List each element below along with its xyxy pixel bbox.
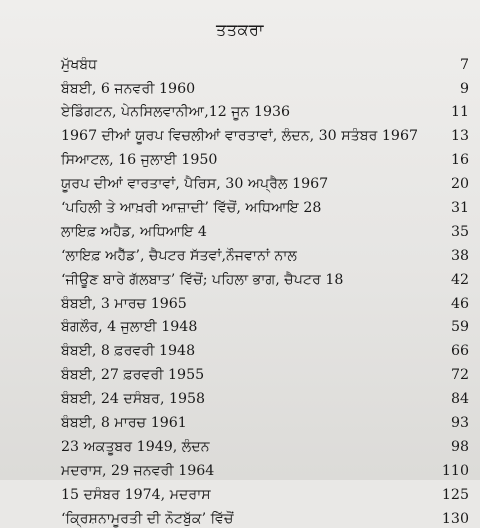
toc-entry xyxy=(61,504,469,528)
toc-entry xyxy=(61,217,469,241)
table-of-contents xyxy=(61,50,469,528)
toc-entry-title: 23 ਅਕਤੂਬਰ 1949, ਲੰਦਨ xyxy=(61,438,210,455)
toc-entry xyxy=(61,361,469,385)
toc-entry-page: 93 xyxy=(450,415,469,432)
toc-entry-page: 130 xyxy=(441,510,469,527)
toc-entry xyxy=(61,384,469,408)
toc-entry-page: 59 xyxy=(450,319,469,336)
toc-entry-page: 72 xyxy=(450,367,469,384)
toc-entry-title: ‘ਪਹਿਲੀ ਤੇ ਆਖ਼ਰੀ ਆਜ਼ਾਦੀ’ ਵਿੱਚੋਂ, ਅਧਿਆਇ 28 xyxy=(61,200,322,217)
toc-entry xyxy=(61,289,469,313)
toc-entry-title: ਬੰਬਈ, 8 ਫ਼ਰਵਰੀ 1948 xyxy=(61,343,196,360)
toc-entry-page: 42 xyxy=(450,271,469,288)
toc-entry-page: 38 xyxy=(450,247,469,264)
toc-entry xyxy=(61,193,469,217)
toc-entry-title: ਮੁੱਖਬੰਧ xyxy=(61,56,98,73)
toc-entry-title: 15 ਦਸੰਬਰ 1974, ਮਦਰਾਸ xyxy=(61,486,211,503)
toc-entry-page: 7 xyxy=(459,56,469,73)
toc-entry-page: 84 xyxy=(450,391,469,408)
toc-entry xyxy=(61,169,469,193)
toc-entry xyxy=(61,98,469,122)
toc-entry xyxy=(61,313,469,337)
toc-entry-page: 66 xyxy=(450,343,469,360)
toc-entry-title: ਬੰਬਈ, 24 ਦਸੰਬਰ, 1958 xyxy=(61,391,206,408)
toc-entry-title: ਲਾਇਫ਼ ਅਹੈਡ, ਅਧਿਆਇ 4 xyxy=(61,223,207,240)
toc-entry xyxy=(61,337,469,361)
toc-entry-page: 35 xyxy=(450,223,469,240)
toc-entry-page: 9 xyxy=(459,80,469,97)
toc-entry xyxy=(61,480,469,504)
page-title: ਤਤਕਰਾ xyxy=(216,20,264,39)
toc-entry xyxy=(61,122,469,146)
toc-entry-page: 20 xyxy=(450,176,469,193)
toc-entry-title: ‘ਕ੍ਰਿਸ਼ਨਾਮੂਰਤੀ ਦੀ ਨੋਟਬੁੱਕ’ ਵਿੱਚੋਂ xyxy=(61,510,234,527)
toc-entry xyxy=(61,456,469,480)
toc-entry-title: ਮਦਰਾਸ, 29 ਜਨਵਰੀ 1964 xyxy=(61,462,215,479)
toc-entry-title: ਬੰਬਈ, 8 ਮਾਰਚ 1961 xyxy=(61,415,187,432)
toc-entry xyxy=(61,74,469,98)
toc-entry xyxy=(61,265,469,289)
toc-entry-page: 16 xyxy=(450,152,469,169)
toc-entry-title: ਯੂਰਪ ਦੀਆਂ ਵਾਰਤਾਵਾਂ, ਪੈਰਿਸ, 30 ਅਪ੍ਰੈਲ 1967 xyxy=(61,176,329,193)
toc-entry-page: 31 xyxy=(450,200,469,217)
toc-entry-title: ‘ਲਾਇਫ਼ ਅਹੈੱਡ’, ਚੈਪਟਰ ਸੱਤਵਾਂ,ਨੌਜਵਾਨਾਂ ਨਾਲ xyxy=(61,247,297,264)
toc-entry-page: 98 xyxy=(450,438,469,455)
toc-entry-title: ਬੰਬਈ, 3 ਮਾਰਚ 1965 xyxy=(61,295,187,312)
toc-entry xyxy=(61,408,469,432)
toc-entry-title: ਬੰਬਈ, 6 ਜਨਵਰੀ 1960 xyxy=(61,80,196,97)
toc-entry-title: ਬੰਗਲੌਰ, 4 ਜੁਲਾਈ 1948 xyxy=(61,319,198,336)
toc-entry-page: 13 xyxy=(450,128,469,145)
toc-entry-page: 110 xyxy=(441,462,469,479)
toc-entry-title: ਬੰਬਈ, 27 ਫ਼ਰਵਰੀ 1955 xyxy=(61,367,205,384)
toc-entry xyxy=(61,432,469,456)
toc-entry-page: 11 xyxy=(450,104,469,121)
toc-entry-page: 46 xyxy=(450,295,469,312)
toc-entry-title: ਸਿਆਟਲ, 16 ਜੁਲਾਈ 1950 xyxy=(61,152,218,169)
toc-entry-title: ਏਡਿੰਗਟਨ, ਪੇਨਸਿਲਵਾਨੀਆ,12 ਜੂਨ 1936 xyxy=(61,104,291,121)
toc-entry-title: ‘ਜੀਊਣ ਬਾਰੇ ਗੱਲਬਾਤ’ ਵਿੱਚੋਂ; ਪਹਿਲਾ ਭਾਗ, ਚੈਪਟਰ 18 xyxy=(61,271,344,288)
toc-entry xyxy=(61,241,469,265)
toc-entry xyxy=(61,50,469,74)
toc-entry-title: 1967 ਦੀਆਂ ਯੂਰਪ ਵਿਚਲੀਆਂ ਵਾਰਤਾਵਾਂ, ਲੰਦਨ, 30 ਸਤੰਬਰ 1967 xyxy=(61,128,419,145)
toc-entry-page: 125 xyxy=(441,486,469,503)
toc-entry xyxy=(61,146,469,170)
